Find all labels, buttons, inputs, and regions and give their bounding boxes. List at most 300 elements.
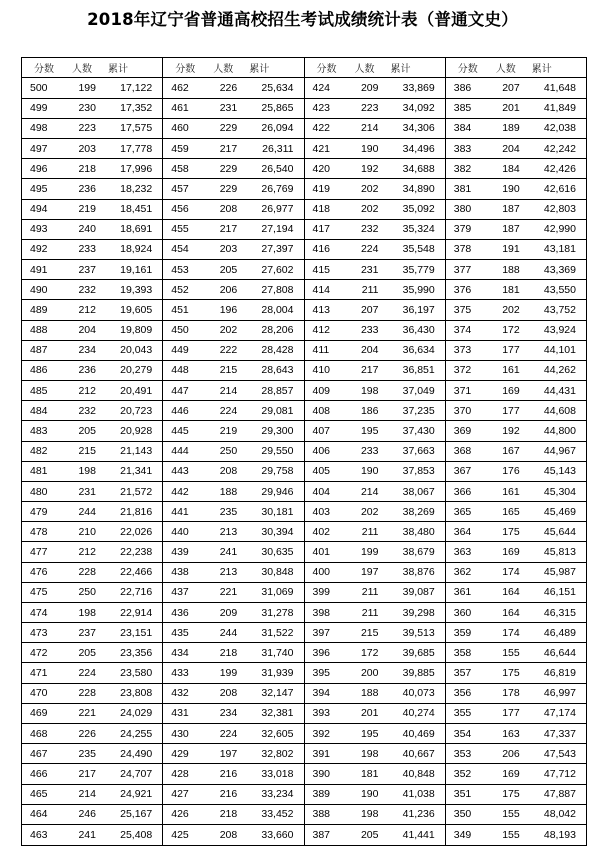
score-cell: 428 [171, 767, 189, 780]
table-row [305, 220, 445, 240]
count-cell: 188 [502, 263, 520, 276]
cumulative-cell: 32,605 [261, 727, 294, 740]
count-cell: 218 [219, 808, 238, 821]
count-cell: 155 [502, 646, 520, 659]
table-row [305, 704, 445, 724]
table-row [22, 99, 162, 119]
count-cell: 210 [78, 525, 96, 538]
count-cell: 217 [219, 223, 238, 236]
count-cell: 199 [78, 82, 96, 95]
count-cell: 175 [502, 788, 520, 801]
cumulative-cell: 26,311 [262, 142, 294, 155]
count-cell: 231 [219, 102, 238, 115]
count-cell: 223 [360, 102, 379, 115]
table-row [22, 260, 162, 280]
cumulative-cell: 24,921 [120, 788, 153, 801]
cumulative-cell: 38,876 [402, 566, 435, 579]
score-cell: 489 [30, 303, 48, 316]
score-cell: 441 [171, 505, 189, 518]
cumulative-cell: 41,441 [402, 828, 435, 841]
cumulative-cell: 27,194 [261, 223, 294, 236]
cumulative-cell: 46,997 [543, 687, 576, 700]
table-row [163, 522, 303, 542]
cumulative-cell: 31,278 [261, 606, 294, 619]
table-row [22, 724, 162, 744]
table-row [22, 603, 162, 623]
cumulative-cell: 33,452 [261, 808, 294, 821]
cumulative-cell: 46,151 [543, 586, 576, 599]
score-cell: 420 [312, 162, 331, 175]
table-row [305, 764, 445, 784]
count-cell: 244 [219, 626, 238, 639]
score-cell: 467 [30, 747, 48, 760]
count-cell: 195 [360, 727, 379, 740]
score-cell: 369 [453, 424, 472, 437]
score-cell: 432 [171, 687, 189, 700]
cumulative-cell: 39,513 [402, 626, 435, 639]
score-cell: 399 [312, 586, 331, 599]
score-cell: 411 [312, 344, 330, 357]
count-cell: 211 [361, 525, 379, 538]
table-row [163, 401, 303, 421]
count-cell: 233 [360, 324, 379, 337]
score-cell: 412 [312, 324, 331, 337]
score-cell: 381 [453, 182, 472, 195]
cumulative-cell: 34,496 [402, 142, 435, 155]
count-cell: 163 [502, 727, 520, 740]
table-block-1 [22, 58, 163, 845]
score-cell: 398 [312, 606, 331, 619]
score-cell: 444 [171, 445, 189, 458]
table-row [305, 663, 445, 683]
count-cell: 161 [502, 485, 520, 498]
score-cell: 410 [312, 364, 331, 377]
cumulative-cell: 39,087 [402, 586, 435, 599]
table-row [22, 744, 162, 764]
score-cell: 470 [30, 687, 48, 700]
table-row [22, 280, 162, 300]
cumulative-cell: 24,029 [120, 707, 153, 720]
count-cell: 212 [78, 546, 96, 559]
count-cell: 232 [78, 404, 96, 417]
count-cell: 189 [502, 122, 520, 135]
table-row [22, 321, 162, 341]
count-cell: 226 [219, 82, 238, 95]
cumulative-cell: 40,073 [402, 687, 435, 700]
cumulative-cell: 22,914 [120, 606, 153, 619]
score-cell: 414 [312, 283, 331, 296]
count-cell: 187 [502, 223, 520, 236]
count-cell: 202 [360, 505, 379, 518]
count-cell: 184 [502, 162, 520, 175]
score-cell: 487 [30, 344, 48, 357]
cumulative-cell: 45,143 [543, 465, 576, 478]
cumulative-cell: 31,069 [261, 586, 294, 599]
cumulative-cell: 29,758 [261, 465, 294, 478]
cumulative-cell: 18,924 [120, 243, 153, 256]
table-header [305, 58, 445, 78]
cumulative-cell: 37,853 [402, 465, 435, 478]
score-cell: 452 [171, 283, 189, 296]
count-cell: 231 [78, 485, 96, 498]
count-cell: 232 [360, 223, 379, 236]
count-cell: 197 [360, 566, 379, 579]
count-cell: 229 [219, 162, 238, 175]
score-cell: 349 [453, 828, 472, 841]
cumulative-cell: 27,602 [261, 263, 294, 276]
table-row [22, 563, 162, 583]
score-cell: 379 [453, 223, 472, 236]
cumulative-cell: 30,181 [261, 505, 294, 518]
column-header: 人数 [495, 64, 516, 76]
count-cell: 234 [78, 344, 96, 357]
score-cell: 422 [312, 122, 331, 135]
table-row [22, 200, 162, 220]
score-cell: 459 [171, 142, 189, 155]
count-cell: 186 [360, 404, 379, 417]
score-cell: 359 [453, 626, 472, 639]
cumulative-cell: 45,644 [543, 525, 576, 538]
count-cell: 190 [360, 465, 379, 478]
table-row [22, 684, 162, 704]
table-row [163, 421, 303, 441]
count-cell: 176 [502, 465, 520, 478]
cumulative-cell: 20,928 [120, 424, 153, 437]
table-row [446, 280, 586, 300]
score-cell: 367 [453, 465, 472, 478]
score-cell: 396 [312, 646, 331, 659]
score-cell: 466 [30, 767, 48, 780]
table-row [305, 200, 445, 220]
cumulative-cell: 17,575 [120, 122, 153, 135]
score-cell: 370 [453, 404, 472, 417]
score-cell: 474 [30, 606, 48, 619]
count-cell: 214 [78, 788, 96, 801]
table-row [446, 442, 586, 462]
count-cell: 215 [219, 364, 238, 377]
cumulative-cell: 40,469 [402, 727, 435, 740]
count-cell: 190 [360, 788, 379, 801]
table-row [305, 119, 445, 139]
score-cell: 446 [171, 404, 189, 417]
table-row [22, 442, 162, 462]
count-cell: 155 [502, 808, 520, 821]
cumulative-cell: 46,644 [543, 646, 576, 659]
table-row [163, 139, 303, 159]
count-cell: 223 [78, 122, 96, 135]
score-cell: 429 [171, 747, 189, 760]
score-cell: 435 [171, 626, 189, 639]
cumulative-cell: 21,143 [120, 445, 153, 458]
table-row [446, 502, 586, 522]
cumulative-cell: 35,990 [402, 283, 435, 296]
cumulative-cell: 19,809 [120, 324, 153, 337]
score-cell: 389 [312, 788, 331, 801]
table-row [446, 421, 586, 441]
count-cell: 205 [78, 646, 96, 659]
score-cell: 375 [453, 303, 472, 316]
table-row [163, 99, 303, 119]
cumulative-cell: 38,067 [402, 485, 435, 498]
cumulative-cell: 28,857 [261, 384, 294, 397]
count-cell: 202 [219, 324, 238, 337]
cumulative-cell: 18,232 [120, 182, 153, 195]
cumulative-cell: 17,352 [120, 102, 153, 115]
score-cell: 355 [453, 707, 472, 720]
count-cell: 175 [502, 525, 520, 538]
count-cell: 208 [219, 465, 238, 478]
table-row [446, 159, 586, 179]
score-cell: 368 [453, 445, 472, 458]
cumulative-cell: 34,890 [402, 182, 435, 195]
table-row [163, 361, 303, 381]
table-row [305, 825, 445, 845]
table-row [22, 704, 162, 724]
count-cell: 177 [502, 404, 520, 417]
cumulative-cell: 44,431 [543, 384, 576, 397]
score-cell: 358 [453, 646, 472, 659]
count-cell: 203 [78, 142, 96, 155]
score-cell: 364 [453, 525, 472, 538]
cumulative-cell: 47,712 [543, 767, 576, 780]
table-row [163, 583, 303, 603]
table-row [163, 684, 303, 704]
cumulative-cell: 43,752 [543, 303, 576, 316]
count-cell: 224 [219, 727, 238, 740]
cumulative-cell: 27,397 [261, 243, 294, 256]
count-cell: 244 [78, 505, 96, 518]
score-cell: 480 [30, 485, 48, 498]
count-cell: 169 [502, 767, 520, 780]
score-cell: 371 [453, 384, 472, 397]
table-row [163, 643, 303, 663]
score-cell: 390 [312, 767, 331, 780]
count-cell: 188 [360, 687, 379, 700]
count-cell: 174 [502, 566, 520, 579]
table-row [446, 200, 586, 220]
score-cell: 442 [171, 485, 189, 498]
count-cell: 195 [360, 424, 379, 437]
count-cell: 234 [219, 707, 238, 720]
cumulative-cell: 42,803 [543, 203, 576, 216]
score-cell: 440 [171, 525, 189, 538]
table-row [22, 179, 162, 199]
count-cell: 165 [502, 505, 520, 518]
score-cell: 384 [453, 122, 472, 135]
score-cell: 397 [312, 626, 331, 639]
count-cell: 187 [502, 203, 520, 216]
table-row [163, 542, 303, 562]
cumulative-cell: 34,306 [402, 122, 435, 135]
count-cell: 199 [219, 667, 238, 680]
cumulative-cell: 45,813 [543, 546, 576, 559]
count-cell: 198 [360, 384, 379, 397]
cumulative-cell: 23,151 [120, 626, 153, 639]
cumulative-cell: 35,092 [402, 203, 435, 216]
count-cell: 200 [360, 667, 379, 680]
table-row [446, 462, 586, 482]
count-cell: 221 [219, 586, 238, 599]
count-cell: 219 [219, 424, 238, 437]
cumulative-cell: 20,723 [120, 404, 153, 417]
cumulative-cell: 30,635 [261, 546, 294, 559]
cumulative-cell: 21,816 [120, 505, 153, 518]
count-cell: 191 [502, 243, 520, 256]
score-cell: 437 [171, 586, 189, 599]
cumulative-cell: 21,341 [120, 465, 153, 478]
column-header: 人数 [354, 64, 375, 76]
score-cell: 469 [30, 707, 48, 720]
cumulative-cell: 42,038 [543, 122, 576, 135]
table-header [22, 58, 162, 78]
cumulative-cell: 36,634 [402, 344, 435, 357]
cumulative-cell: 32,381 [261, 707, 294, 720]
table-row [305, 78, 445, 98]
table-row [446, 361, 586, 381]
table-row [163, 623, 303, 643]
cumulative-cell: 28,004 [261, 303, 294, 316]
score-cell: 499 [30, 102, 48, 115]
table-row [163, 179, 303, 199]
score-cell: 475 [30, 586, 48, 599]
table-row [163, 704, 303, 724]
score-cell: 374 [453, 324, 472, 337]
table-row [305, 482, 445, 502]
count-cell: 198 [78, 606, 96, 619]
score-cell: 464 [30, 808, 48, 821]
cumulative-cell: 34,688 [402, 162, 435, 175]
cumulative-cell: 36,851 [402, 364, 435, 377]
table-row [163, 663, 303, 683]
count-cell: 235 [78, 747, 96, 760]
table-row [305, 381, 445, 401]
table-row [163, 119, 303, 139]
cumulative-cell: 38,480 [402, 525, 435, 538]
cumulative-cell: 23,356 [120, 646, 153, 659]
table-row [446, 321, 586, 341]
count-cell: 169 [502, 384, 520, 397]
table-row [446, 240, 586, 260]
table-row [446, 563, 586, 583]
score-cell: 400 [312, 566, 331, 579]
score-cell: 383 [453, 142, 472, 155]
table-row [305, 563, 445, 583]
cumulative-cell: 47,543 [543, 747, 576, 760]
cumulative-cell: 46,819 [543, 667, 576, 680]
score-cell: 402 [312, 525, 331, 538]
table-row [22, 300, 162, 320]
score-cell: 350 [453, 808, 472, 821]
count-cell: 174 [502, 626, 520, 639]
count-cell: 201 [360, 707, 379, 720]
cumulative-cell: 45,469 [543, 505, 576, 518]
score-cell: 443 [171, 465, 189, 478]
cumulative-cell: 44,101 [543, 344, 576, 357]
column-header: 累计 [390, 64, 411, 76]
count-cell: 199 [360, 546, 379, 559]
cumulative-cell: 37,235 [402, 404, 435, 417]
table-row [446, 704, 586, 724]
score-cell: 425 [171, 828, 189, 841]
column-header: 累计 [249, 64, 270, 76]
table-row [22, 220, 162, 240]
score-cell: 401 [312, 546, 331, 559]
table-row [22, 381, 162, 401]
table-row [305, 785, 445, 805]
score-cell: 372 [453, 364, 472, 377]
cumulative-cell: 37,430 [402, 424, 435, 437]
count-cell: 222 [219, 344, 238, 357]
table-row [22, 663, 162, 683]
table-row [22, 482, 162, 502]
table-row [22, 542, 162, 562]
count-cell: 213 [219, 566, 238, 579]
cumulative-cell: 34,092 [402, 102, 435, 115]
cumulative-cell: 29,300 [261, 424, 294, 437]
cumulative-cell: 27,808 [261, 283, 294, 296]
table-row [22, 825, 162, 845]
score-cell: 354 [453, 727, 472, 740]
table-row [305, 643, 445, 663]
cumulative-cell: 40,848 [402, 767, 435, 780]
count-cell: 208 [219, 828, 238, 841]
table-row [305, 502, 445, 522]
score-cell: 366 [453, 485, 472, 498]
table-row [163, 785, 303, 805]
count-cell: 236 [78, 182, 96, 195]
cumulative-cell: 41,849 [543, 102, 576, 115]
score-cell: 430 [171, 727, 189, 740]
score-cell: 479 [30, 505, 48, 518]
count-cell: 232 [78, 283, 96, 296]
score-cell: 404 [312, 485, 331, 498]
score-cell: 356 [453, 687, 472, 700]
count-cell: 172 [360, 646, 379, 659]
count-cell: 206 [219, 283, 238, 296]
score-cell: 391 [312, 747, 331, 760]
score-cell: 382 [453, 162, 472, 175]
score-cell: 378 [453, 243, 472, 256]
count-cell: 177 [502, 344, 520, 357]
count-cell: 207 [360, 303, 379, 316]
count-cell: 209 [219, 606, 238, 619]
count-cell: 215 [360, 626, 379, 639]
table-row [305, 300, 445, 320]
score-cell: 409 [312, 384, 331, 397]
table-row [446, 381, 586, 401]
table-row [446, 78, 586, 98]
table-block-2 [163, 58, 304, 845]
cumulative-cell: 19,605 [120, 303, 153, 316]
cumulative-cell: 45,987 [543, 566, 576, 579]
cumulative-cell: 41,038 [402, 788, 435, 801]
score-cell: 490 [30, 283, 48, 296]
score-cell: 450 [171, 324, 189, 337]
table-row [446, 260, 586, 280]
count-cell: 206 [502, 747, 520, 760]
table-row [163, 321, 303, 341]
table-row [305, 139, 445, 159]
cumulative-cell: 41,648 [543, 82, 576, 95]
count-cell: 169 [502, 546, 520, 559]
score-cell: 457 [171, 182, 189, 195]
cumulative-cell: 32,802 [261, 747, 294, 760]
count-cell: 202 [360, 182, 379, 195]
cumulative-cell: 23,808 [120, 687, 153, 700]
cumulative-cell: 20,279 [120, 364, 153, 377]
cumulative-cell: 19,393 [120, 283, 153, 296]
table-row [446, 643, 586, 663]
